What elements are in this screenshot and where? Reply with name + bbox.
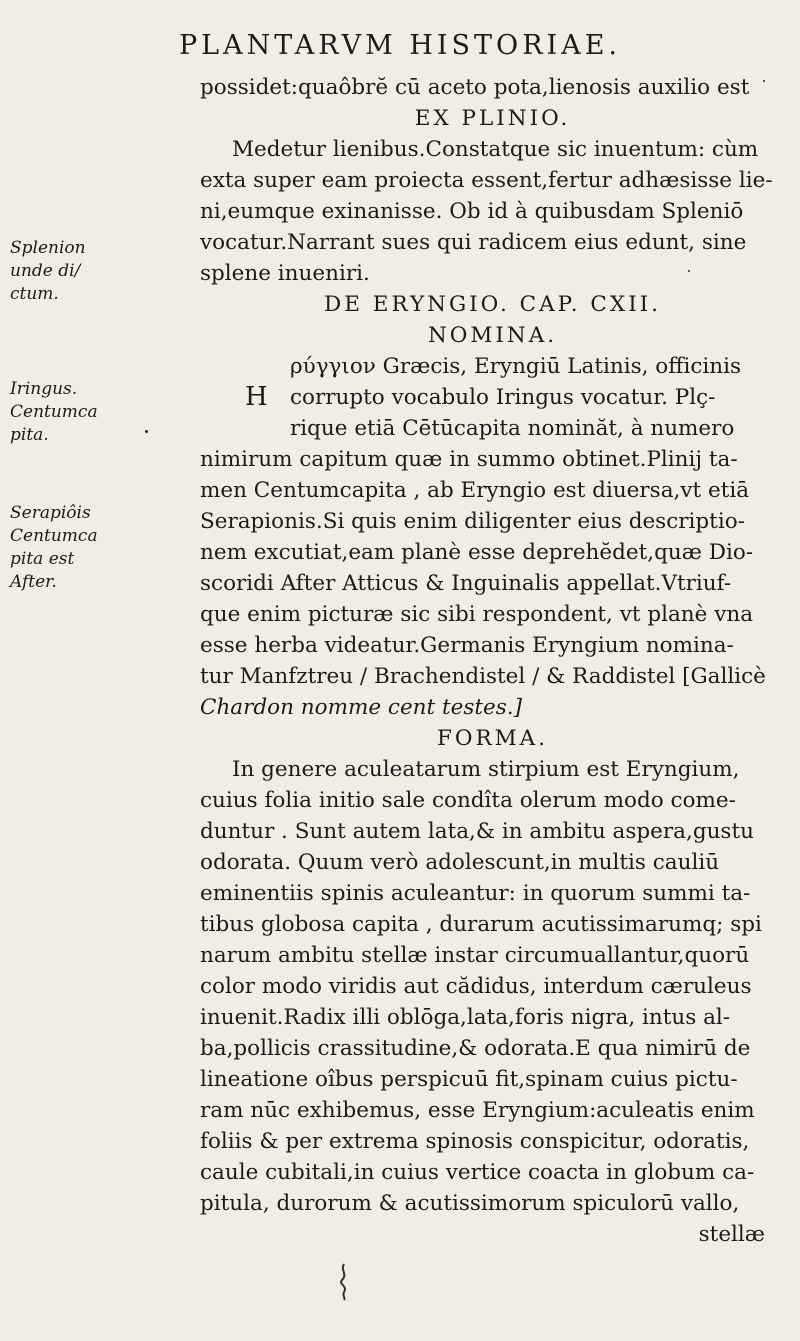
text-line: tibus globosa capita , durarum acutissimarumq; spi xyxy=(200,912,762,937)
text-line: In genere aculeatarum stirpium est Eryngium, xyxy=(232,757,740,782)
text-line: pitula, durorum & acutissimorum spiculorū vallo, xyxy=(200,1191,740,1216)
text-line: narum ambitu stellæ instar circumuallantur,quorū xyxy=(200,943,750,968)
margin-note-serapionis: Serapiôis Centumca pita est After. xyxy=(10,503,98,592)
text-line: scoridi After Atticus & Inguinalis appellat.Vtriuf- xyxy=(200,571,732,596)
text-line: inuenit.Radix illi oblōga,lata,foris nigra, intus al- xyxy=(200,1005,731,1030)
text-line: possidet:quaôbrĕ cū aceto pota,lienosis auxilio est xyxy=(200,75,750,100)
catchword: stellæ xyxy=(698,1222,765,1247)
text-line: exta super eam proiecta essent,fertur adhæsisse lie- xyxy=(200,168,773,193)
main-text-column xyxy=(200,72,785,1250)
paper-speck xyxy=(763,80,765,82)
text-line: duntur . Sunt autem lata,& in ambitu aspera,gustu xyxy=(200,819,754,844)
text-line: tur Manfztreu / Brachendistel / & Raddistel [Gallicè xyxy=(200,664,766,689)
text-line: nimirum capitum quæ in summo obtinet.Plinij ta- xyxy=(200,447,738,472)
text-line: Chardon nomme cent testes.] xyxy=(200,695,523,720)
text-line: esse herba videatur.Germanis Eryngium nomina- xyxy=(200,633,734,658)
text-line: odorata. Quum verò adolescunt,in multis cauliū xyxy=(200,850,720,875)
text-line: eminentiis spinis aculeantur: in quorum summi ta- xyxy=(200,881,751,906)
text-line: caule cubitali,in cuius vertice coacta in globum ca- xyxy=(200,1160,755,1185)
text-line: ρύγγιον Græcis, Eryngiū Latinis, officinis xyxy=(290,354,742,379)
text-line: Medetur lienibus.Constatque sic inuentum: cùm xyxy=(232,137,759,162)
nomina-heading: NOMINA. xyxy=(427,323,558,348)
paper-speck xyxy=(145,430,148,433)
text-line: ram nūc exhibemus, esse Eryngium:aculeatis enim xyxy=(200,1098,755,1123)
text-line: ba,pollicis crassitudine,& odorata.E qua nimirū de xyxy=(200,1036,751,1061)
chapter-heading: DE ERYNGIO. CAP. CXII. xyxy=(323,292,662,317)
margin-note-splenion: Splenion unde di/ ctum. xyxy=(10,238,86,304)
text-line: nem excutiat,eam planè esse deprehĕdet,quæ Dio- xyxy=(200,540,754,565)
text-line: vocatur.Narrant sues qui radicem eius edunt, sine xyxy=(200,230,747,255)
text-line: lineatione oîbus perspicuū fit,spinam cuius pictu- xyxy=(200,1067,738,1092)
text-line: color modo viridis aut cădidus, interdum cæruleus xyxy=(200,974,752,999)
text-line: foliis & per extrema spinosis conspicitur, odoratis, xyxy=(200,1129,750,1154)
text-line: men Centumcapita , ab Eryngio est diuersa,vt etiā xyxy=(200,478,750,503)
margin-note-iringus: Iringus. Centumca pita. xyxy=(10,379,98,445)
source-heading: EX PLINIO. xyxy=(414,106,571,131)
text-line: Serapionis.Si quis enim diligenter eius descriptio- xyxy=(200,509,745,534)
text-line: splene inueniri. xyxy=(200,261,370,286)
drop-capital: H xyxy=(245,382,268,412)
text-line: H corrupto vocabulo Iringus vocatur. Plç- xyxy=(245,382,716,412)
paper-speck xyxy=(688,270,690,272)
running-title: PLANTARVM HISTORIAE. xyxy=(179,30,621,61)
text-line: ni,eumque exinanisse. Ob id à quibusdam Spleniō xyxy=(200,199,744,224)
ornament-icon xyxy=(336,1262,352,1302)
text-line: cuius folia initio sale condîta olerum modo come- xyxy=(200,788,736,813)
text-line: rique etiā Cētūcapita nominăt, à numero xyxy=(290,416,735,441)
forma-heading: FORMA. xyxy=(436,726,549,751)
text-line: que enim picturæ sic sibi respondent, vt planè vna xyxy=(200,602,754,627)
